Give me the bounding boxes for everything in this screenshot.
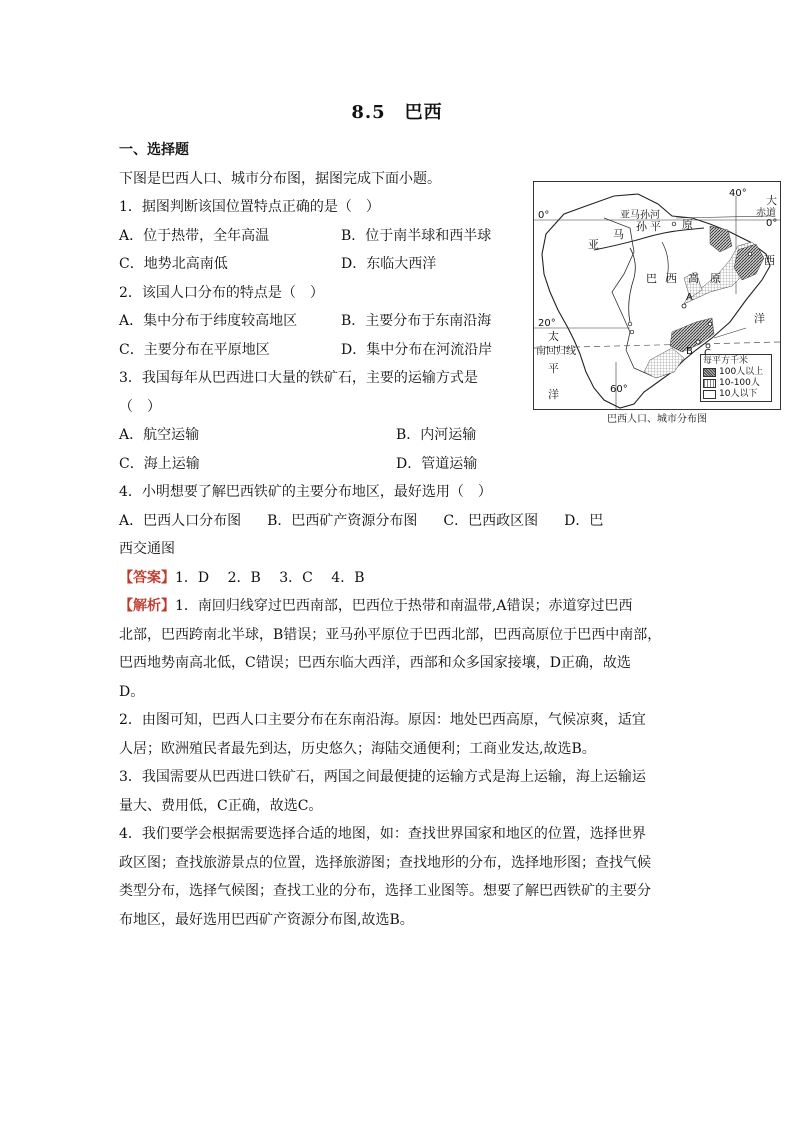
question-3-options-row-1 (119, 421, 679, 450)
analysis-p4-line-3: 类型分布，选择气候图；查找工业的分布，选择工业图等。想要了解巴西铁矿的主要分 (119, 883, 651, 899)
legend-item-mid: 10-100人 (703, 378, 769, 389)
map-caption: 巴西人口、城市分布图 (607, 414, 707, 425)
label-ocean-west: 西 (764, 254, 775, 267)
label-plateau-2: 西 (666, 272, 677, 285)
q1-option-b[interactable]: B．位于南半球和西半球 (341, 227, 492, 244)
analysis-block (119, 592, 679, 934)
question-1-stem: 1．据图判断该国位置特点正确的是（ ） (119, 199, 380, 215)
question-4-options-cont: 西交通图 (119, 541, 175, 557)
q2-option-d[interactable]: D．集中分布在河流沿岸 (341, 341, 493, 358)
label-lat0-left: 0° (538, 210, 550, 221)
question-3-stem-cont: （ ） (119, 398, 161, 415)
label-plateau-3: 高 (688, 272, 699, 285)
label-amazon-plain-2: 马 (613, 228, 624, 241)
question-3-options-row-2 (119, 450, 679, 479)
label-point-a: A (686, 292, 693, 303)
q3-option-b[interactable]: B．内河运输 (396, 427, 477, 443)
label-amazon-plain-1: 亚 (588, 238, 599, 251)
analysis-p1-line-3: 巴西地势南高北低，C错误；巴西东临大西洋，西部和众多国家接壤，D正确，故选 (119, 655, 631, 671)
legend-swatch-dense (703, 368, 716, 377)
q1-option-c[interactable]: C．地势北高南低 (119, 256, 228, 272)
q2-option-a[interactable]: A．集中分布于纬度较高地区 (119, 313, 298, 329)
analysis-p1-line-2: 北部，巴西跨南北半球，B错误；亚马孙平原位于巴西北部，巴西高原位于巴西中南部， (119, 626, 662, 643)
q1-option-d[interactable]: D．东临大西洋 (341, 256, 437, 272)
city-a (682, 304, 686, 308)
label-plateau-4: 原 (710, 272, 721, 285)
analysis-p2-line-2: 人居；欧洲殖民者最先到达，历史悠久；海陆交通便利；工商业发达,故选B。 (119, 740, 596, 757)
label-pacific-1: 太 (548, 330, 559, 343)
legend-item-dense: 100人以上 (703, 367, 769, 378)
section-heading: 一、选择题 (119, 142, 189, 158)
q2-option-c[interactable]: C．主要分布在平原地区 (119, 341, 270, 358)
label-point-b: B (686, 346, 693, 357)
label-amazon-river: 亚马孙河 (620, 210, 660, 221)
analysis-p2-line-1: 2．由图可知，巴西人口主要分布在东南沿海。原因：地处巴西高原，气候凉爽，适宜 (119, 712, 646, 728)
label-tropic: 南回归线 (536, 346, 576, 357)
question-4-stem: 4．小明想要了解巴西铁矿的主要分布地区，最好选用（ ） (119, 484, 492, 500)
q4-option-d[interactable]: D．巴 (564, 512, 604, 529)
label-plateau-1: 巴 (646, 272, 657, 285)
label-lat20: 20° (538, 318, 556, 329)
q3-option-a[interactable]: A．航空运输 (119, 427, 200, 443)
answer-line (119, 564, 679, 593)
legend-swatch-low (703, 390, 716, 399)
analysis-p3-line-1: 3．我国需要从巴西进口铁矿石，两国之间最便捷的运输方式是海上运输，海上运输运 (119, 769, 646, 785)
legend-item-low: 10人以下 (703, 389, 769, 400)
label-amazon-plain-5: 原 (682, 218, 693, 231)
analysis-p3-line-2: 量大、费用低，C正确，故选C。 (119, 797, 323, 814)
label-equator-top: 大 (766, 194, 777, 207)
legend-swatch-mid (703, 379, 716, 388)
q1-option-a[interactable]: A．位于热带，全年高温 (119, 227, 270, 244)
page-title: 8.5 巴西 (351, 102, 443, 123)
label-pacific-2: 平 (548, 362, 559, 375)
answer-label: 【答案】 (119, 569, 175, 586)
label-lon60: 60° (610, 384, 628, 395)
label-pacific-3: 洋 (548, 388, 559, 401)
map-legend (700, 354, 772, 402)
label-lon40: 40° (729, 188, 747, 199)
label-amazon-plain-4: 平 (650, 220, 661, 233)
answer-text: 1．D 2．B 3．C 4．B (175, 569, 365, 586)
analysis-p1-line-1: 1．南回归线穿过巴西南部，巴西位于热带和南温带,A错误；赤道穿过巴西 (175, 598, 633, 614)
label-lat0-right: 0° (766, 218, 778, 229)
label-amazon-plain-3: 孙 (636, 220, 647, 233)
analysis-label: 【解析】 (119, 598, 175, 614)
question-3-stem: 3．我国每年从巴西进口大量的铁矿石，主要的运输方式是 (119, 370, 478, 386)
city-b (696, 340, 700, 344)
analysis-p4-line-4: 布地区，最好选用巴西矿产资源分布图,故选B。 (119, 911, 414, 928)
q3-option-d[interactable]: D．管道运输 (396, 455, 478, 472)
analysis-p4-line-1: 4．我们要学会根据需要选择合适的地图，如：查找世界国家和地区的位置，选择世界 (119, 826, 646, 842)
q2-option-b[interactable]: B．主要分布于东南沿海 (341, 313, 492, 329)
legend-title: 每平方千米 (703, 356, 749, 366)
analysis-p1-line-4: D。 (119, 683, 145, 700)
q4-option-b[interactable]: B．巴西矿产资源分布图 (267, 512, 418, 529)
analysis-p4-line-2: 政区图；查找旅游景点的位置，选择旅游图；查找地形的分布，选择地形图；查找气候 (119, 854, 651, 871)
q4-option-c[interactable]: C．巴西政区图 (443, 512, 539, 529)
question-2-stem: 2．该国人口分布的特点是（ ） (119, 284, 324, 301)
label-ocean-yang: 洋 (754, 312, 765, 325)
intro-text: 下图是巴西人口、城市分布图，据图完成下面小题。 (119, 170, 441, 187)
q4-option-a[interactable]: A．巴西人口分布图 (119, 512, 242, 529)
question-4-options-row (119, 507, 679, 536)
label-equator: 赤道 (756, 208, 776, 219)
q3-option-c[interactable]: C．海上运输 (119, 455, 200, 472)
